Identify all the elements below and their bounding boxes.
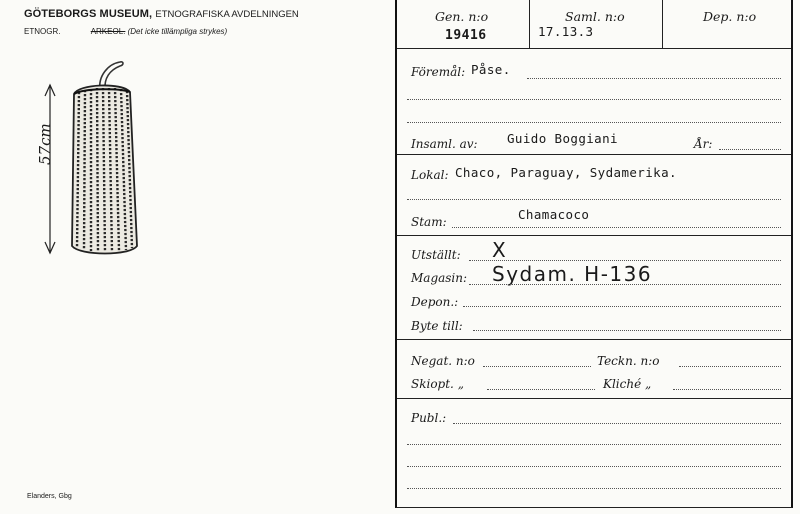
divider-line: [397, 154, 791, 155]
dotted-line: [719, 149, 781, 150]
negat-label: Negat. n:o: [411, 354, 475, 368]
dotted-line: [407, 444, 781, 445]
printer-imprint: Elanders, Gbg: [27, 493, 72, 500]
lokal-label: Lokal:: [411, 168, 449, 182]
lokal-value: Chaco, Paraguay, Sydamerika.: [455, 165, 677, 180]
dotted-line: [407, 99, 781, 100]
dotted-line: [679, 366, 781, 367]
dotted-line: [452, 227, 781, 228]
utstallt-mark: X: [492, 238, 508, 262]
divider-line: [397, 235, 791, 236]
divider-line: [397, 339, 791, 340]
insaml-label: Insaml. av:: [411, 137, 478, 151]
publ-label: Publ.:: [411, 411, 447, 425]
dotted-line: [483, 366, 591, 367]
gen-value: 19416: [445, 28, 487, 43]
saml-value: 17.13.3: [538, 24, 594, 39]
magasin-label: Magasin:: [411, 271, 468, 285]
stam-label: Stam:: [411, 215, 447, 229]
dotted-line: [453, 423, 781, 424]
column-divider: [662, 0, 663, 48]
dimension-label: 57cm: [36, 123, 54, 165]
depon-label: Depon.:: [411, 295, 459, 309]
etnogr-label: ETNOGR.: [24, 27, 61, 36]
dotted-line: [463, 306, 781, 307]
gen-label: Gen. n:o: [435, 9, 489, 24]
dotted-line: [407, 488, 781, 489]
utstallt-label: Utställt:: [411, 248, 461, 262]
dotted-line: [407, 466, 781, 467]
saml-label: Saml. n:o: [565, 9, 625, 24]
skiopt-label: Skiopt. „: [411, 377, 464, 391]
museum-header: [24, 8, 299, 20]
teckn-label: Teckn. n:o: [597, 354, 660, 368]
catalog-card: [395, 0, 793, 508]
dotted-line: [469, 260, 781, 261]
category-line: [24, 27, 227, 36]
magasin-value: Sydam. H-136: [492, 262, 653, 286]
arkeol-label: ARKEOL.: [90, 27, 126, 36]
ar-label: År:: [694, 137, 713, 151]
department-name: ETNOGRAFISKA AVDELNINGEN: [155, 9, 299, 20]
dotted-line: [473, 330, 781, 331]
strike-note: (Det icke tillämpliga strykes): [127, 27, 228, 36]
foremal-value: Påse.: [471, 62, 511, 77]
dep-label: Dep. n:o: [703, 9, 757, 24]
dotted-line: [407, 199, 781, 200]
divider-line: [397, 48, 791, 49]
bag-sketch: [38, 58, 148, 263]
insaml-value: Guido Boggiani: [507, 131, 618, 146]
dotted-line: [487, 389, 595, 390]
dotted-line: [469, 284, 781, 285]
dotted-line: [407, 122, 781, 123]
divider-line: [397, 398, 791, 399]
stam-value: Chamacoco: [518, 207, 590, 222]
foremal-label: Föremål:: [411, 65, 466, 79]
byte-label: Byte till:: [411, 319, 463, 333]
column-divider: [529, 0, 530, 48]
dotted-line: [527, 78, 781, 79]
museum-name: GÖTEBORGS MUSEUM,: [24, 8, 153, 20]
dotted-line: [673, 389, 781, 390]
kliche-label: Kliché „: [603, 377, 652, 391]
